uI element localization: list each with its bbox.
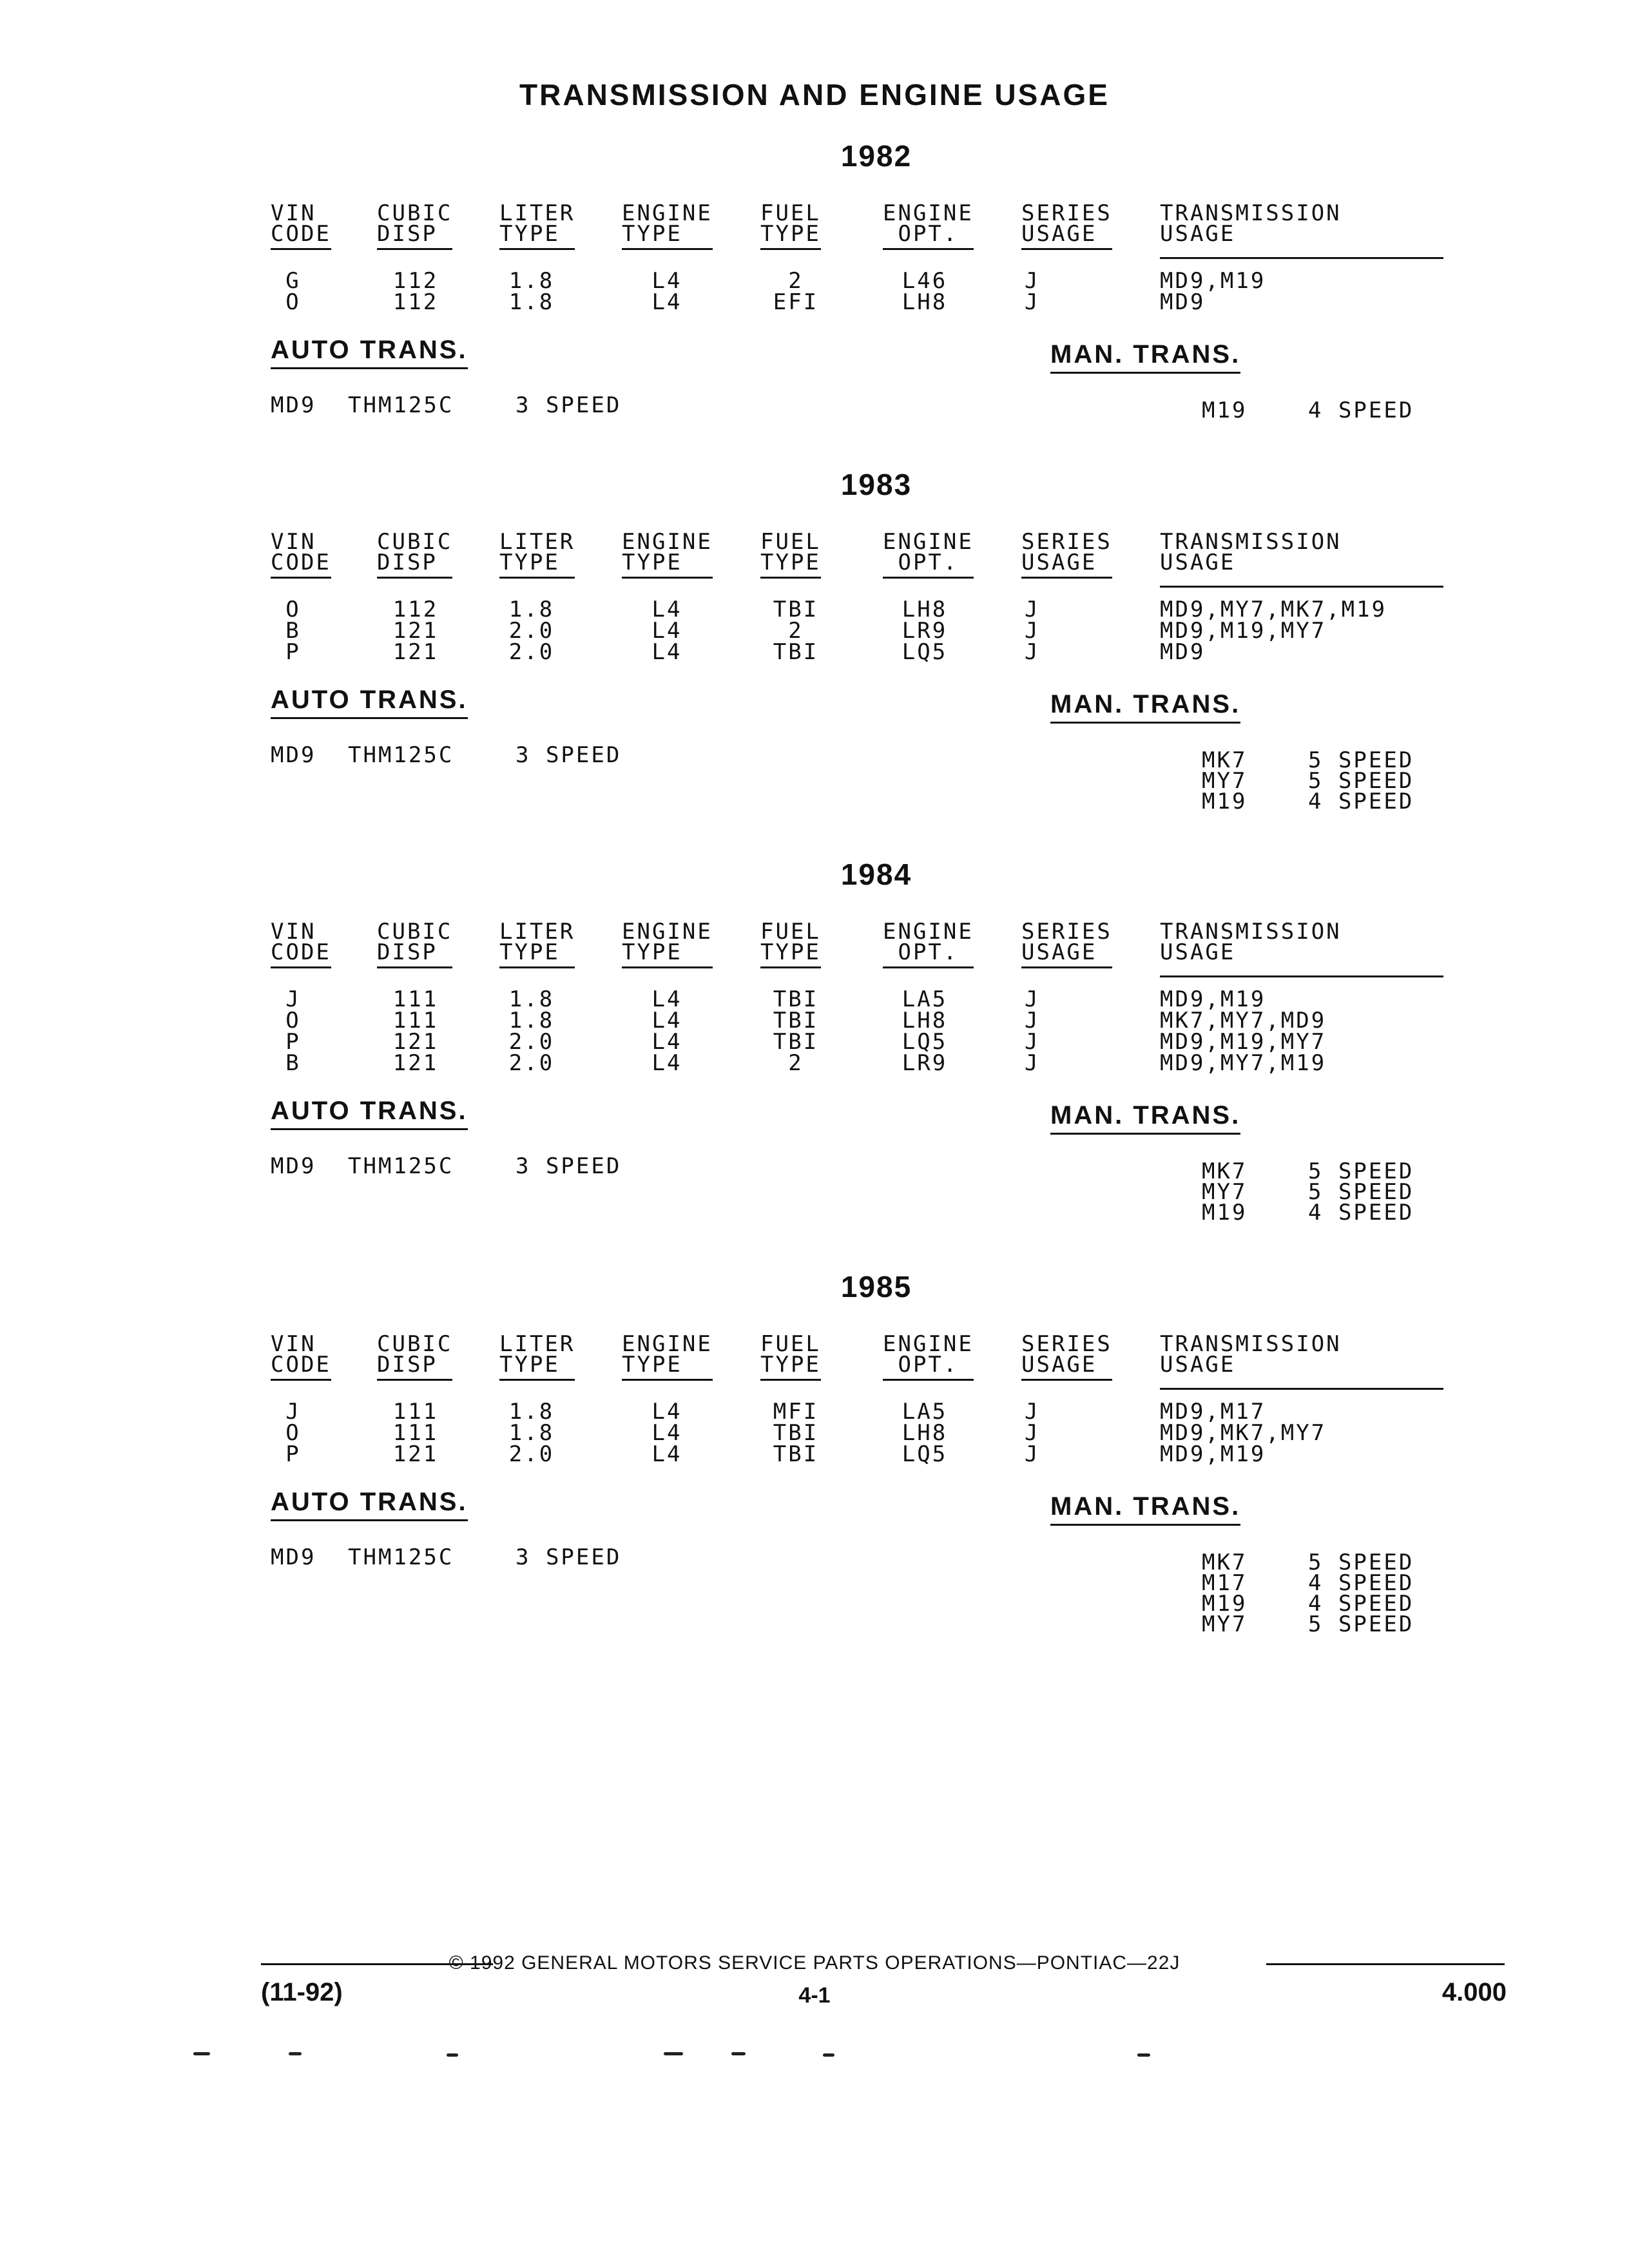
col-header-fuel [760,200,821,250]
col-header-cubic [377,921,452,968]
table-cell: J [1025,1420,1040,1446]
auto-trans-model: THM125C [348,1544,454,1570]
man-trans-code: MK7 [1202,1158,1248,1184]
col-header-line: USAGE [1021,224,1112,250]
man-trans-speed: 5 SPEED [1308,1611,1414,1637]
table-cell: 111 [392,986,439,1012]
col-header-fuel [760,1331,821,1381]
auto-trans-heading: AUTO TRANS. [271,1488,468,1521]
auto-trans-code: MD9 [271,1544,316,1570]
table-cell: MD9,MY7,M19 [1160,1050,1327,1076]
table-cell: LA5 [901,1399,948,1425]
auto-trans-speed: 3 SPEED [516,1544,622,1570]
col-header-engine-type [622,921,713,968]
table-cell: TBI [773,1441,819,1467]
table-cell: 1.8 [508,1008,555,1033]
man-trans-code: MY7 [1202,768,1248,794]
col-header-line: TYPE [622,942,713,968]
table-cell: 2 [788,1050,804,1076]
table-cell: MD9,M17 [1160,1399,1266,1425]
col-header-line: TYPE [499,552,575,579]
year-section-1984 [0,857,1629,1244]
table-cell: J [285,1399,301,1425]
table-cell: 2.0 [508,639,555,665]
col-header-line: TRANSMISSION [1160,1331,1342,1357]
col-header-line: TYPE [760,1354,821,1381]
table-cell: 1.8 [508,1420,555,1446]
col-header-cubic [377,200,453,250]
col-header-engine-type [622,529,713,579]
table-cell: L4 [651,618,682,644]
col-header-vin [271,200,331,250]
page-title: TRANSMISSION AND ENGINE USAGE [519,78,1110,111]
col-header-line: TRANSMISSION [1160,529,1342,555]
col-header-line: CUBIC [377,1331,453,1357]
man-trans-code: M19 [1202,1200,1248,1225]
col-header-engine-type [622,200,713,250]
scan-mark [664,2052,683,2055]
col-header-line: ENGINE [622,1331,713,1357]
table-cell: J [1025,639,1040,665]
col-header-line: CODE [271,224,331,250]
man-trans-heading: MAN. TRANS. [1050,690,1240,724]
transmission-header-rule [1160,1388,1443,1390]
col-header-engine-opt [883,1331,974,1381]
col-header-line: VIN [271,529,316,555]
col-header-line: USAGE [1160,1352,1236,1378]
col-header-line: TYPE [622,224,713,250]
man-trans-speed: 4 SPEED [1308,789,1414,814]
man-trans-speed: 4 SPEED [1308,1200,1414,1225]
table-cell: MD9,M19,MY7 [1160,618,1327,644]
col-header-line: FUEL [760,200,821,226]
table-cell: TBI [773,1420,819,1446]
table-cell: J [1025,1399,1040,1425]
table-cell: 121 [392,618,439,644]
scan-mark [193,2052,210,2055]
table-cell: LQ5 [901,1441,948,1467]
table-cell: L4 [651,639,682,665]
col-header-engine-opt [883,529,974,579]
table-cell: L4 [651,1441,682,1467]
col-header-line: TYPE [760,942,821,968]
table-cell: LR9 [901,1050,948,1076]
table-cell: G [285,268,301,294]
auto-trans-heading: AUTO TRANS. [271,1097,468,1130]
man-trans-code: MY7 [1202,1611,1248,1637]
table-cell: O [285,1008,301,1033]
man-trans-code: MK7 [1202,1550,1248,1575]
col-header-series [1021,529,1112,579]
footer-section-number: 4.000 [1441,1978,1507,2006]
col-header-series [1021,1331,1112,1381]
table-cell: MD9,M19,MY7 [1160,1029,1327,1055]
col-header-line: ENGINE [622,529,713,555]
auto-trans-model: THM125C [348,392,454,418]
col-header-line: ENGINE [622,919,713,945]
auto-trans-code: MD9 [271,742,316,768]
col-header-transmission [1160,921,1342,966]
man-trans-code: MY7 [1202,1179,1248,1205]
auto-trans-model: THM125C [348,1153,454,1179]
col-header-line: OPT. [883,1354,974,1381]
col-header-line: VIN [271,1331,316,1357]
col-header-line: CUBIC [377,529,453,555]
footer-date: (11-92) [261,1978,343,2006]
col-header-line: USAGE [1021,942,1112,968]
col-header-cubic [377,1331,453,1381]
man-trans-code: M19 [1202,1591,1248,1617]
table-cell: 112 [392,597,439,622]
col-header-liter [499,921,575,968]
col-header-vin [271,529,331,579]
man-trans-heading: MAN. TRANS. [1050,1492,1240,1526]
table-cell: L46 [901,268,948,294]
col-header-line: DISP [377,1354,452,1381]
table-cell: 1.8 [508,268,555,294]
man-trans-speed: 4 SPEED [1308,398,1414,423]
table-cell: L4 [651,1029,682,1055]
col-header-line: FUEL [760,1331,821,1357]
col-header-line: FUEL [760,919,821,945]
table-cell: L4 [651,289,682,315]
col-header-line: CUBIC [377,200,453,226]
col-header-liter [499,529,575,579]
table-cell: LQ5 [901,1029,948,1055]
col-header-engine-opt [883,921,974,968]
col-header-line: OPT. [883,942,974,968]
table-cell: O [285,1420,301,1446]
col-header-line: LITER [499,919,575,945]
scan-mark [447,2053,458,2057]
scan-mark [731,2052,746,2055]
table-cell: LQ5 [901,639,948,665]
col-header-line: TYPE [499,1354,575,1381]
col-header-cubic [377,529,453,579]
col-header-line: CODE [271,942,331,968]
table-cell: LR9 [901,618,948,644]
table-cell: 121 [392,639,439,665]
table-cell: 2.0 [508,1050,555,1076]
table-cell: LA5 [901,986,948,1012]
auto-trans-speed: 3 SPEED [516,392,622,418]
table-cell: J [1025,1441,1040,1467]
table-cell: TBI [773,597,819,622]
table-cell: 112 [392,289,439,315]
table-cell: MD9,M19 [1160,268,1266,294]
scan-mark [823,2053,834,2057]
man-trans-speed: 5 SPEED [1308,1550,1414,1575]
table-cell: J [1025,1008,1040,1033]
table-cell: B [285,1050,301,1076]
transmission-header-rule [1160,586,1443,588]
table-cell: L4 [651,986,682,1012]
table-cell: MD9,MY7,MK7,M19 [1160,597,1387,622]
table-cell: 2.0 [508,618,555,644]
col-header-line: USAGE [1021,1354,1112,1381]
table-cell: MD9 [1160,639,1206,665]
table-cell: B [285,618,301,644]
col-header-line: TYPE [499,942,575,968]
scan-mark [289,2052,302,2055]
table-cell: 121 [392,1029,439,1055]
table-cell: 111 [392,1399,439,1425]
table-cell: 2.0 [508,1441,555,1467]
table-cell: 111 [392,1420,439,1446]
table-cell: J [1025,1050,1040,1076]
col-header-transmission [1160,200,1342,248]
col-header-line: LITER [499,200,575,226]
col-header-transmission [1160,529,1342,577]
table-cell: L4 [651,1050,682,1076]
table-cell: EFI [773,289,819,315]
col-header-line: ENGINE [622,200,713,226]
transmission-header-rule [1160,975,1443,977]
table-cell: J [1025,986,1040,1012]
col-header-line: USAGE [1021,552,1112,579]
auto-trans-code: MD9 [271,1153,316,1179]
man-trans-code: MK7 [1202,747,1248,773]
man-trans-speed: 5 SPEED [1308,1179,1414,1205]
col-header-line: SERIES [1021,1331,1112,1357]
table-cell: LH8 [901,597,948,622]
table-cell: J [1025,289,1040,315]
col-header-line: TRANSMISSION [1160,200,1342,226]
table-cell: O [285,289,301,315]
col-header-engine-opt [883,200,974,250]
table-cell: 2 [788,618,804,644]
table-cell: 111 [392,1008,439,1033]
col-header-line: SERIES [1021,529,1112,555]
table-cell: L4 [651,1399,682,1425]
table-cell: J [1025,597,1040,622]
col-header-line: OPT. [883,552,974,579]
col-header-vin [271,921,331,968]
col-header-engine-type [622,1331,713,1381]
col-header-liter [499,1331,575,1381]
table-cell: TBI [773,1029,819,1055]
table-cell: MK7,MY7,MD9 [1160,1008,1327,1033]
col-header-fuel [760,529,821,579]
col-header-line: USAGE [1160,550,1236,575]
year-section-1985 [0,1269,1629,1656]
table-cell: 1.8 [508,597,555,622]
col-header-line: FUEL [760,529,821,555]
col-header-line: VIN [271,200,316,226]
man-trans-speed: 5 SPEED [1308,768,1414,794]
man-trans-speed: 4 SPEED [1308,1570,1414,1596]
table-cell: P [285,1441,301,1467]
col-header-line: ENGINE [883,529,974,555]
col-header-line: DISP [377,942,452,968]
col-header-line: DISP [377,552,452,579]
col-header-line: OPT. [883,224,974,250]
table-cell: P [285,1029,301,1055]
col-header-line: TRANSMISSION [1160,919,1342,945]
table-cell: LH8 [901,1008,948,1033]
col-header-line: TYPE [622,1354,713,1381]
table-cell: TBI [773,986,819,1012]
table-cell: L4 [651,1420,682,1446]
table-cell: L4 [651,597,682,622]
table-cell: MD9,M19 [1160,1441,1266,1467]
footer-copyright: © 1992 GENERAL MOTORS SERVICE PARTS OPERATIONS—PONTIAC—22J [448,1952,1181,1974]
auto-trans-heading: AUTO TRANS. [271,686,468,719]
col-header-line: SERIES [1021,200,1112,226]
table-cell: LH8 [901,289,948,315]
year-heading: 1982 [840,139,912,173]
col-header-line: CUBIC [377,919,453,945]
col-header-line: VIN [271,919,316,945]
col-header-line: CODE [271,552,331,579]
man-trans-speed: 5 SPEED [1308,1158,1414,1184]
col-header-line: LITER [499,1331,575,1357]
col-header-line: CODE [271,1354,331,1381]
table-cell: MD9,MK7,MY7 [1160,1420,1327,1446]
col-header-line: ENGINE [883,200,974,226]
table-cell: 2.0 [508,1029,555,1055]
year-heading: 1983 [840,468,912,501]
col-header-line: ENGINE [883,919,974,945]
col-header-line: USAGE [1160,221,1236,247]
table-cell: L4 [651,268,682,294]
table-cell: 2 [788,268,804,294]
auto-trans-heading: AUTO TRANS. [271,336,468,369]
auto-trans-code: MD9 [271,392,316,418]
table-cell: J [1025,618,1040,644]
year-section-1983 [0,467,1629,854]
man-trans-heading: MAN. TRANS. [1050,340,1240,374]
year-heading: 1984 [840,858,912,891]
table-cell: 1.8 [508,289,555,315]
table-cell: TBI [773,639,819,665]
col-header-line: SERIES [1021,919,1112,945]
auto-trans-speed: 3 SPEED [516,1153,622,1179]
table-cell: L4 [651,1008,682,1033]
footer-page-number: 4-1 [798,1983,831,2008]
table-cell: MFI [773,1399,819,1425]
col-header-line: DISP [377,224,452,250]
table-cell: J [1025,1029,1040,1055]
col-header-line: TYPE [760,552,821,579]
table-cell: 121 [392,1050,439,1076]
col-header-line: USAGE [1160,939,1236,965]
table-cell: MD9,M19 [1160,986,1266,1012]
transmission-header-rule [1160,257,1443,259]
table-cell: 121 [392,1441,439,1467]
table-cell: J [1025,268,1040,294]
col-header-liter [499,200,575,250]
man-trans-speed: 5 SPEED [1308,747,1414,773]
col-header-line: TYPE [499,224,575,250]
man-trans-code: M19 [1202,398,1248,423]
col-header-line: TYPE [622,552,713,579]
table-cell: 1.8 [508,986,555,1012]
table-cell: TBI [773,1008,819,1033]
man-trans-code: M19 [1202,789,1248,814]
year-heading: 1985 [840,1270,912,1303]
col-header-vin [271,1331,331,1381]
table-cell: LH8 [901,1420,948,1446]
table-cell: J [285,986,301,1012]
table-cell: 112 [392,268,439,294]
col-header-line: TYPE [760,224,821,250]
col-header-transmission [1160,1331,1342,1379]
scan-mark [1137,2053,1150,2057]
table-cell: 1.8 [508,1399,555,1425]
col-header-series [1021,921,1112,968]
col-header-fuel [760,921,821,968]
table-cell: P [285,639,301,665]
man-trans-code: M17 [1202,1570,1248,1596]
table-cell: O [285,597,301,622]
table-cell: MD9 [1160,289,1206,315]
man-trans-speed: 4 SPEED [1308,1591,1414,1617]
auto-trans-model: THM125C [348,742,454,768]
man-trans-heading: MAN. TRANS. [1050,1101,1240,1135]
col-header-series [1021,200,1112,250]
col-header-line: ENGINE [883,1331,974,1357]
auto-trans-speed: 3 SPEED [516,742,622,768]
col-header-line: LITER [499,529,575,555]
